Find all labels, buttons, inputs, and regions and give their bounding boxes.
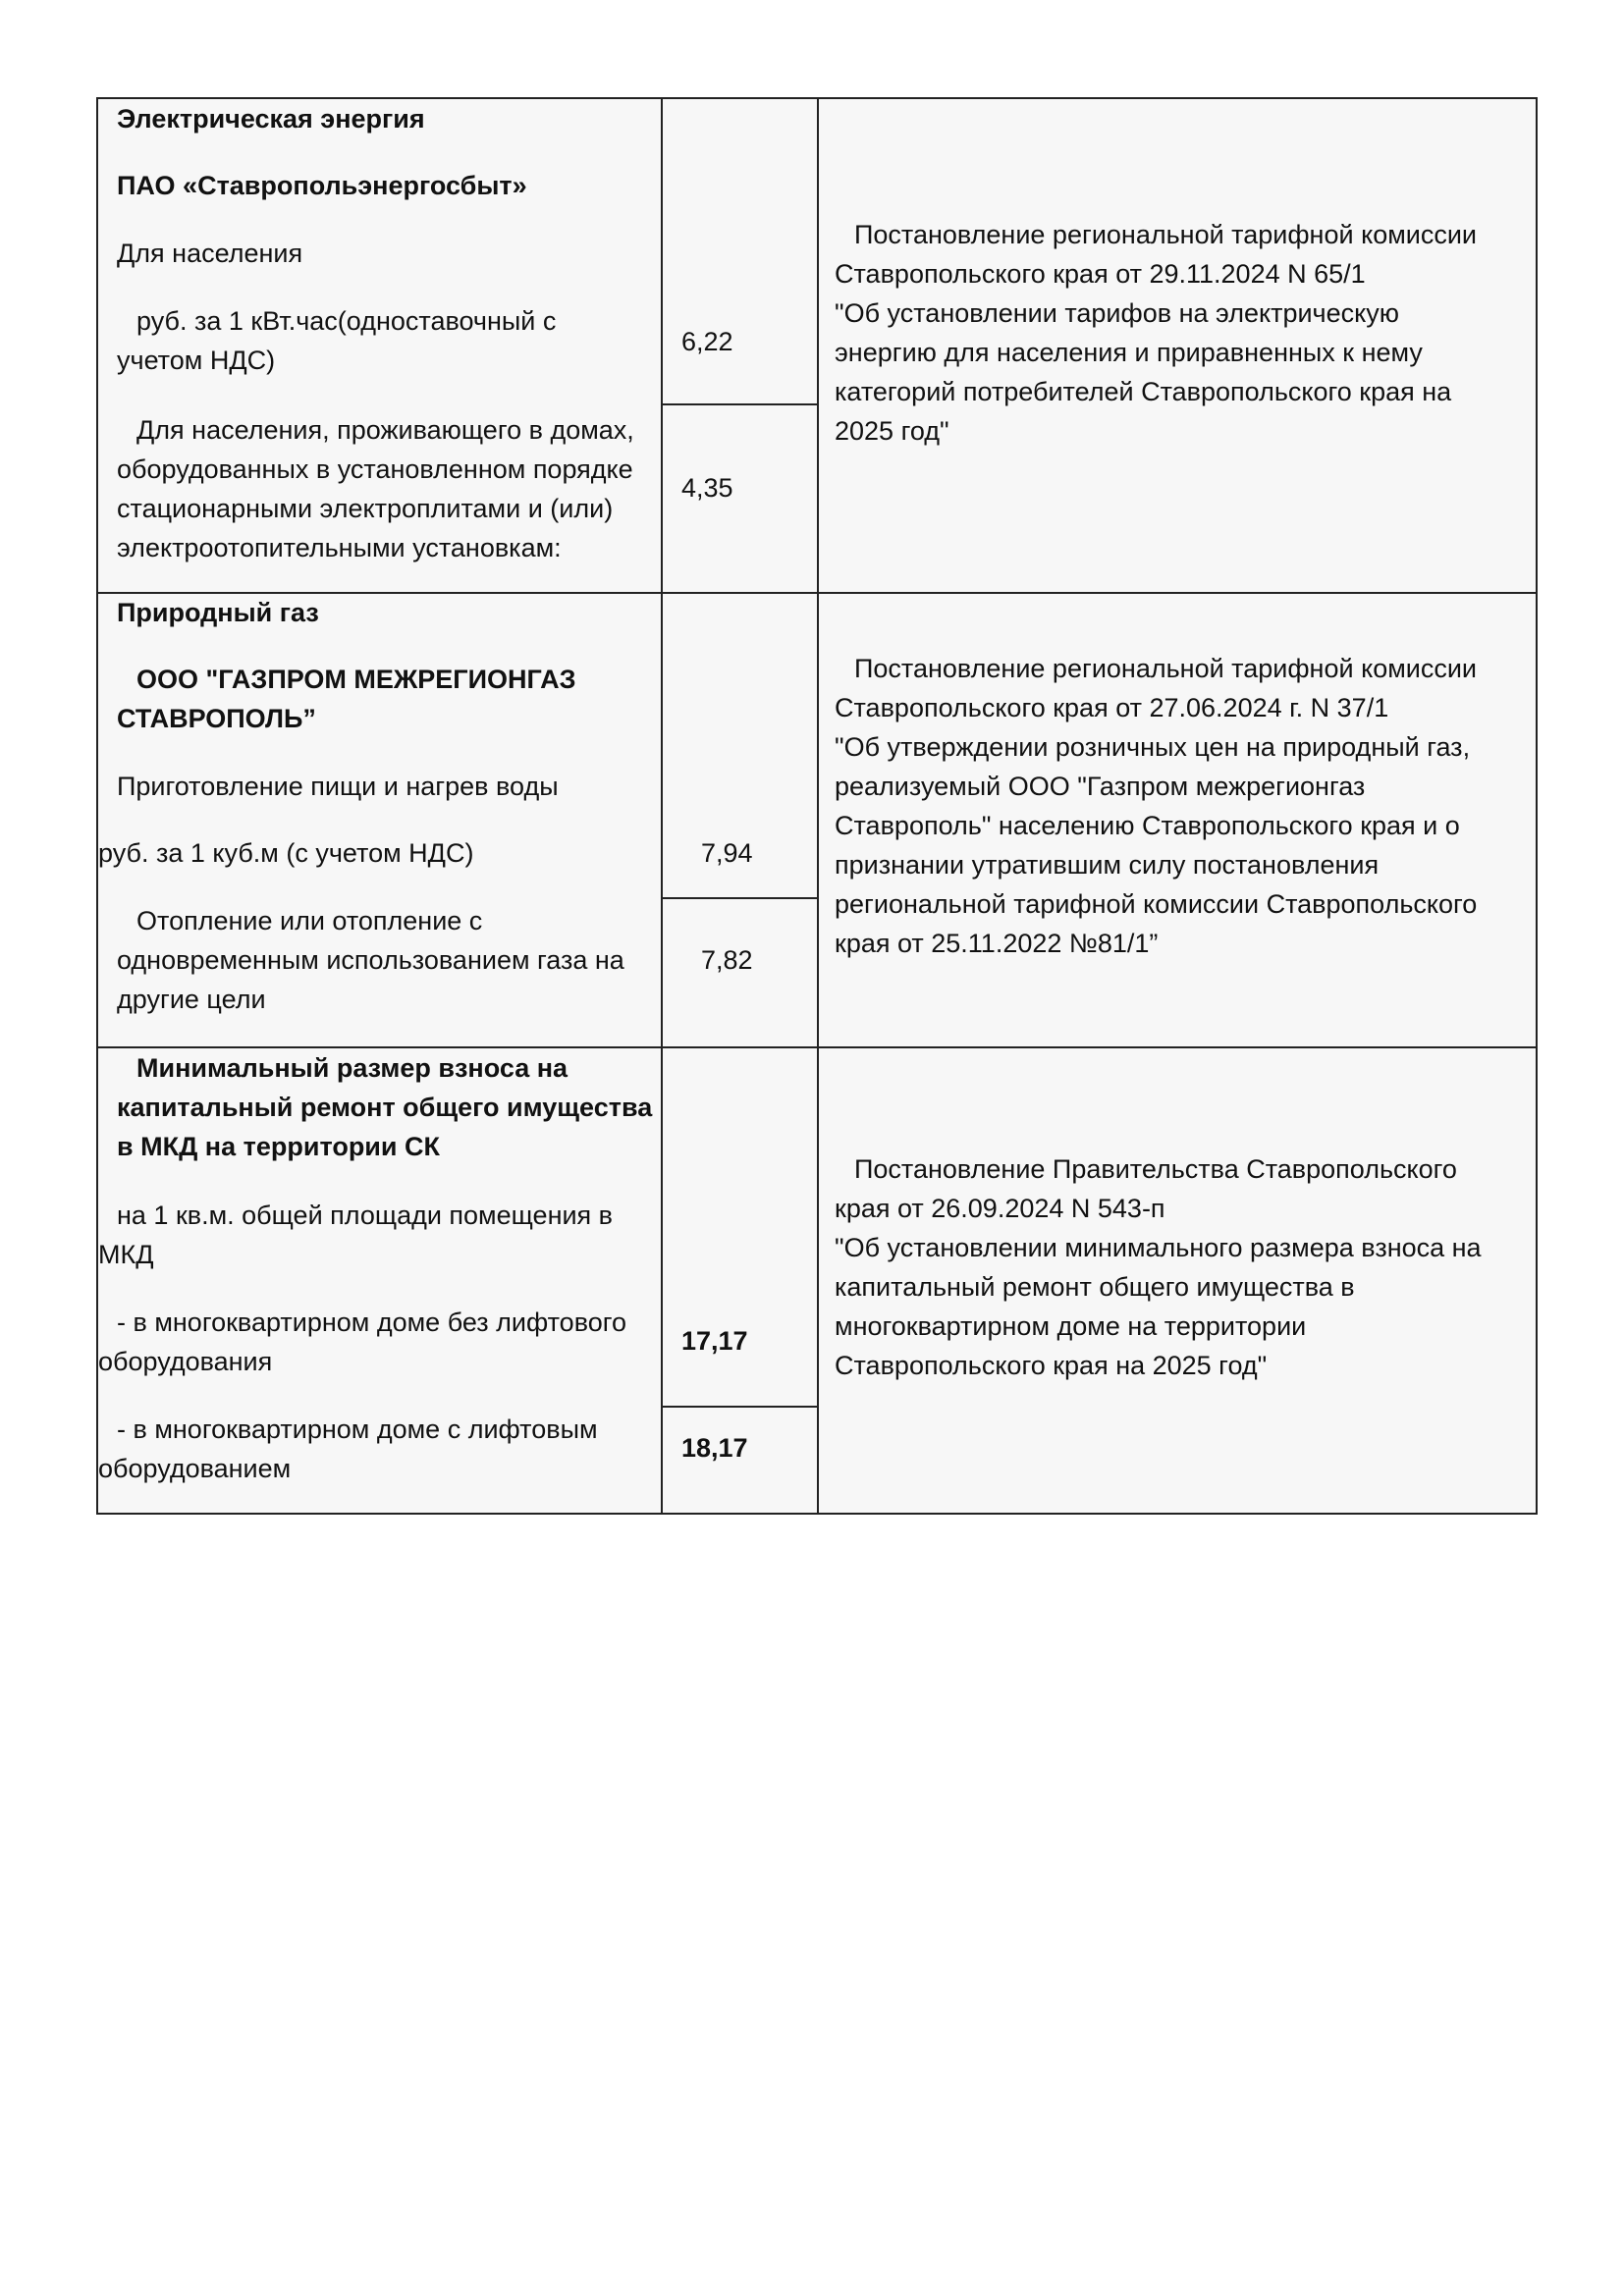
section-title-electricity: Электрическая энергия xyxy=(117,104,425,133)
item-label-line: руб. за 1 кВт.час(одноставочный с xyxy=(136,306,557,336)
tariff-value: 7,82 xyxy=(701,945,753,975)
regulation-line: региональной тарифной комиссии Ставропольского xyxy=(835,889,1478,919)
supplier-name: ПАО «Ставропольэнергосбыт» xyxy=(117,171,527,200)
item-label-line: стационарными электроплитами и (или) xyxy=(117,494,614,523)
item-label-line: оборудования xyxy=(98,1347,273,1376)
column-divider-1 xyxy=(661,97,663,1515)
item-label-line: электроотопительными установкам: xyxy=(117,533,562,562)
regulation-line: капитальный ремонт общего имущества в xyxy=(835,1272,1355,1302)
consumer-group: МКД xyxy=(98,1240,154,1269)
value-divider-gas xyxy=(661,897,818,899)
item-label-line: оборудованием xyxy=(98,1454,292,1483)
supplier-name: ООО "ГАЗПРОМ МЕЖРЕГИОНГАЗ xyxy=(136,665,576,694)
regulation-line: Ставропольского края от 27.06.2024 г. N 37/1 xyxy=(835,693,1389,722)
regulation-line: "Об установлении тарифов на электрическую xyxy=(835,298,1399,328)
regulation-line: многоквартирном доме на территории xyxy=(835,1311,1307,1341)
consumer-group: Приготовление пищи и нагрев воды xyxy=(117,772,559,801)
consumer-group: на 1 кв.м. общей площади помещения в xyxy=(117,1201,614,1230)
section-title-capital-repair: Минимальный размер взноса на xyxy=(136,1053,568,1083)
value-divider-electric xyxy=(661,403,818,405)
regulation-line: категорий потребителей Ставропольского края на xyxy=(835,377,1452,406)
regulation-line: края от 25.11.2022 №81/1” xyxy=(835,929,1159,958)
item-label-line: - в многоквартирном доме без лифтового xyxy=(117,1308,627,1337)
tariff-value: 7,94 xyxy=(701,838,753,868)
tariff-value: 4,35 xyxy=(681,473,733,503)
regulation-line: края от 26.09.2024 N 543-п xyxy=(835,1194,1165,1223)
regulation-line: признании утратившим силу постановления xyxy=(835,850,1380,880)
item-label-line: руб. за 1 куб.м (с учетом НДС) xyxy=(98,838,474,868)
regulation-line: Ставрополь" населению Ставропольского края и о xyxy=(835,811,1460,840)
item-label-line: Для населения, проживающего в домах, xyxy=(136,415,634,445)
tariff-value: 6,22 xyxy=(681,327,733,356)
regulation-line: реализуемый ООО "Газпром межрегионгаз xyxy=(835,772,1366,801)
regulation-line: 2025 год" xyxy=(835,416,949,446)
section-title-capital-repair: в МКД на территории СК xyxy=(117,1132,440,1161)
item-label-line: одновременным использованием газа на xyxy=(117,945,624,975)
supplier-name: СТАВРОПОЛЬ” xyxy=(117,704,316,733)
item-label-line: - в многоквартирном доме с лифтовым xyxy=(117,1415,598,1444)
tariff-value: 18,17 xyxy=(681,1433,748,1463)
item-label-line: другие цели xyxy=(117,985,266,1014)
regulation-line: Постановление региональной тарифной комиссии xyxy=(854,220,1478,249)
consumer-group: Для населения xyxy=(117,239,303,268)
regulation-line: Постановление региональной тарифной комиссии xyxy=(854,654,1478,683)
regulation-line: Постановление Правительства Ставропольского xyxy=(854,1154,1457,1184)
item-label-line: учетом НДС) xyxy=(117,346,276,375)
regulation-line: "Об установлении минимального размера взноса на xyxy=(835,1233,1482,1262)
section-title-capital-repair: капитальный ремонт общего имущества xyxy=(117,1093,653,1122)
regulation-line: Ставропольского края от 29.11.2024 N 65/1 xyxy=(835,259,1366,289)
regulation-line: энергию для населения и приравненных к нему xyxy=(835,338,1423,367)
value-divider-repair xyxy=(661,1406,818,1408)
section-title-gas: Природный газ xyxy=(117,598,319,627)
column-divider-2 xyxy=(817,97,819,1515)
regulation-line: "Об утверждении розничных цен на природный газ, xyxy=(835,732,1471,762)
tariff-value: 17,17 xyxy=(681,1326,748,1356)
item-label-line: Отопление или отопление с xyxy=(136,906,483,935)
regulation-line: Ставропольского края на 2025 год" xyxy=(835,1351,1268,1380)
item-label-line: оборудованных в установленном порядке xyxy=(117,454,633,484)
